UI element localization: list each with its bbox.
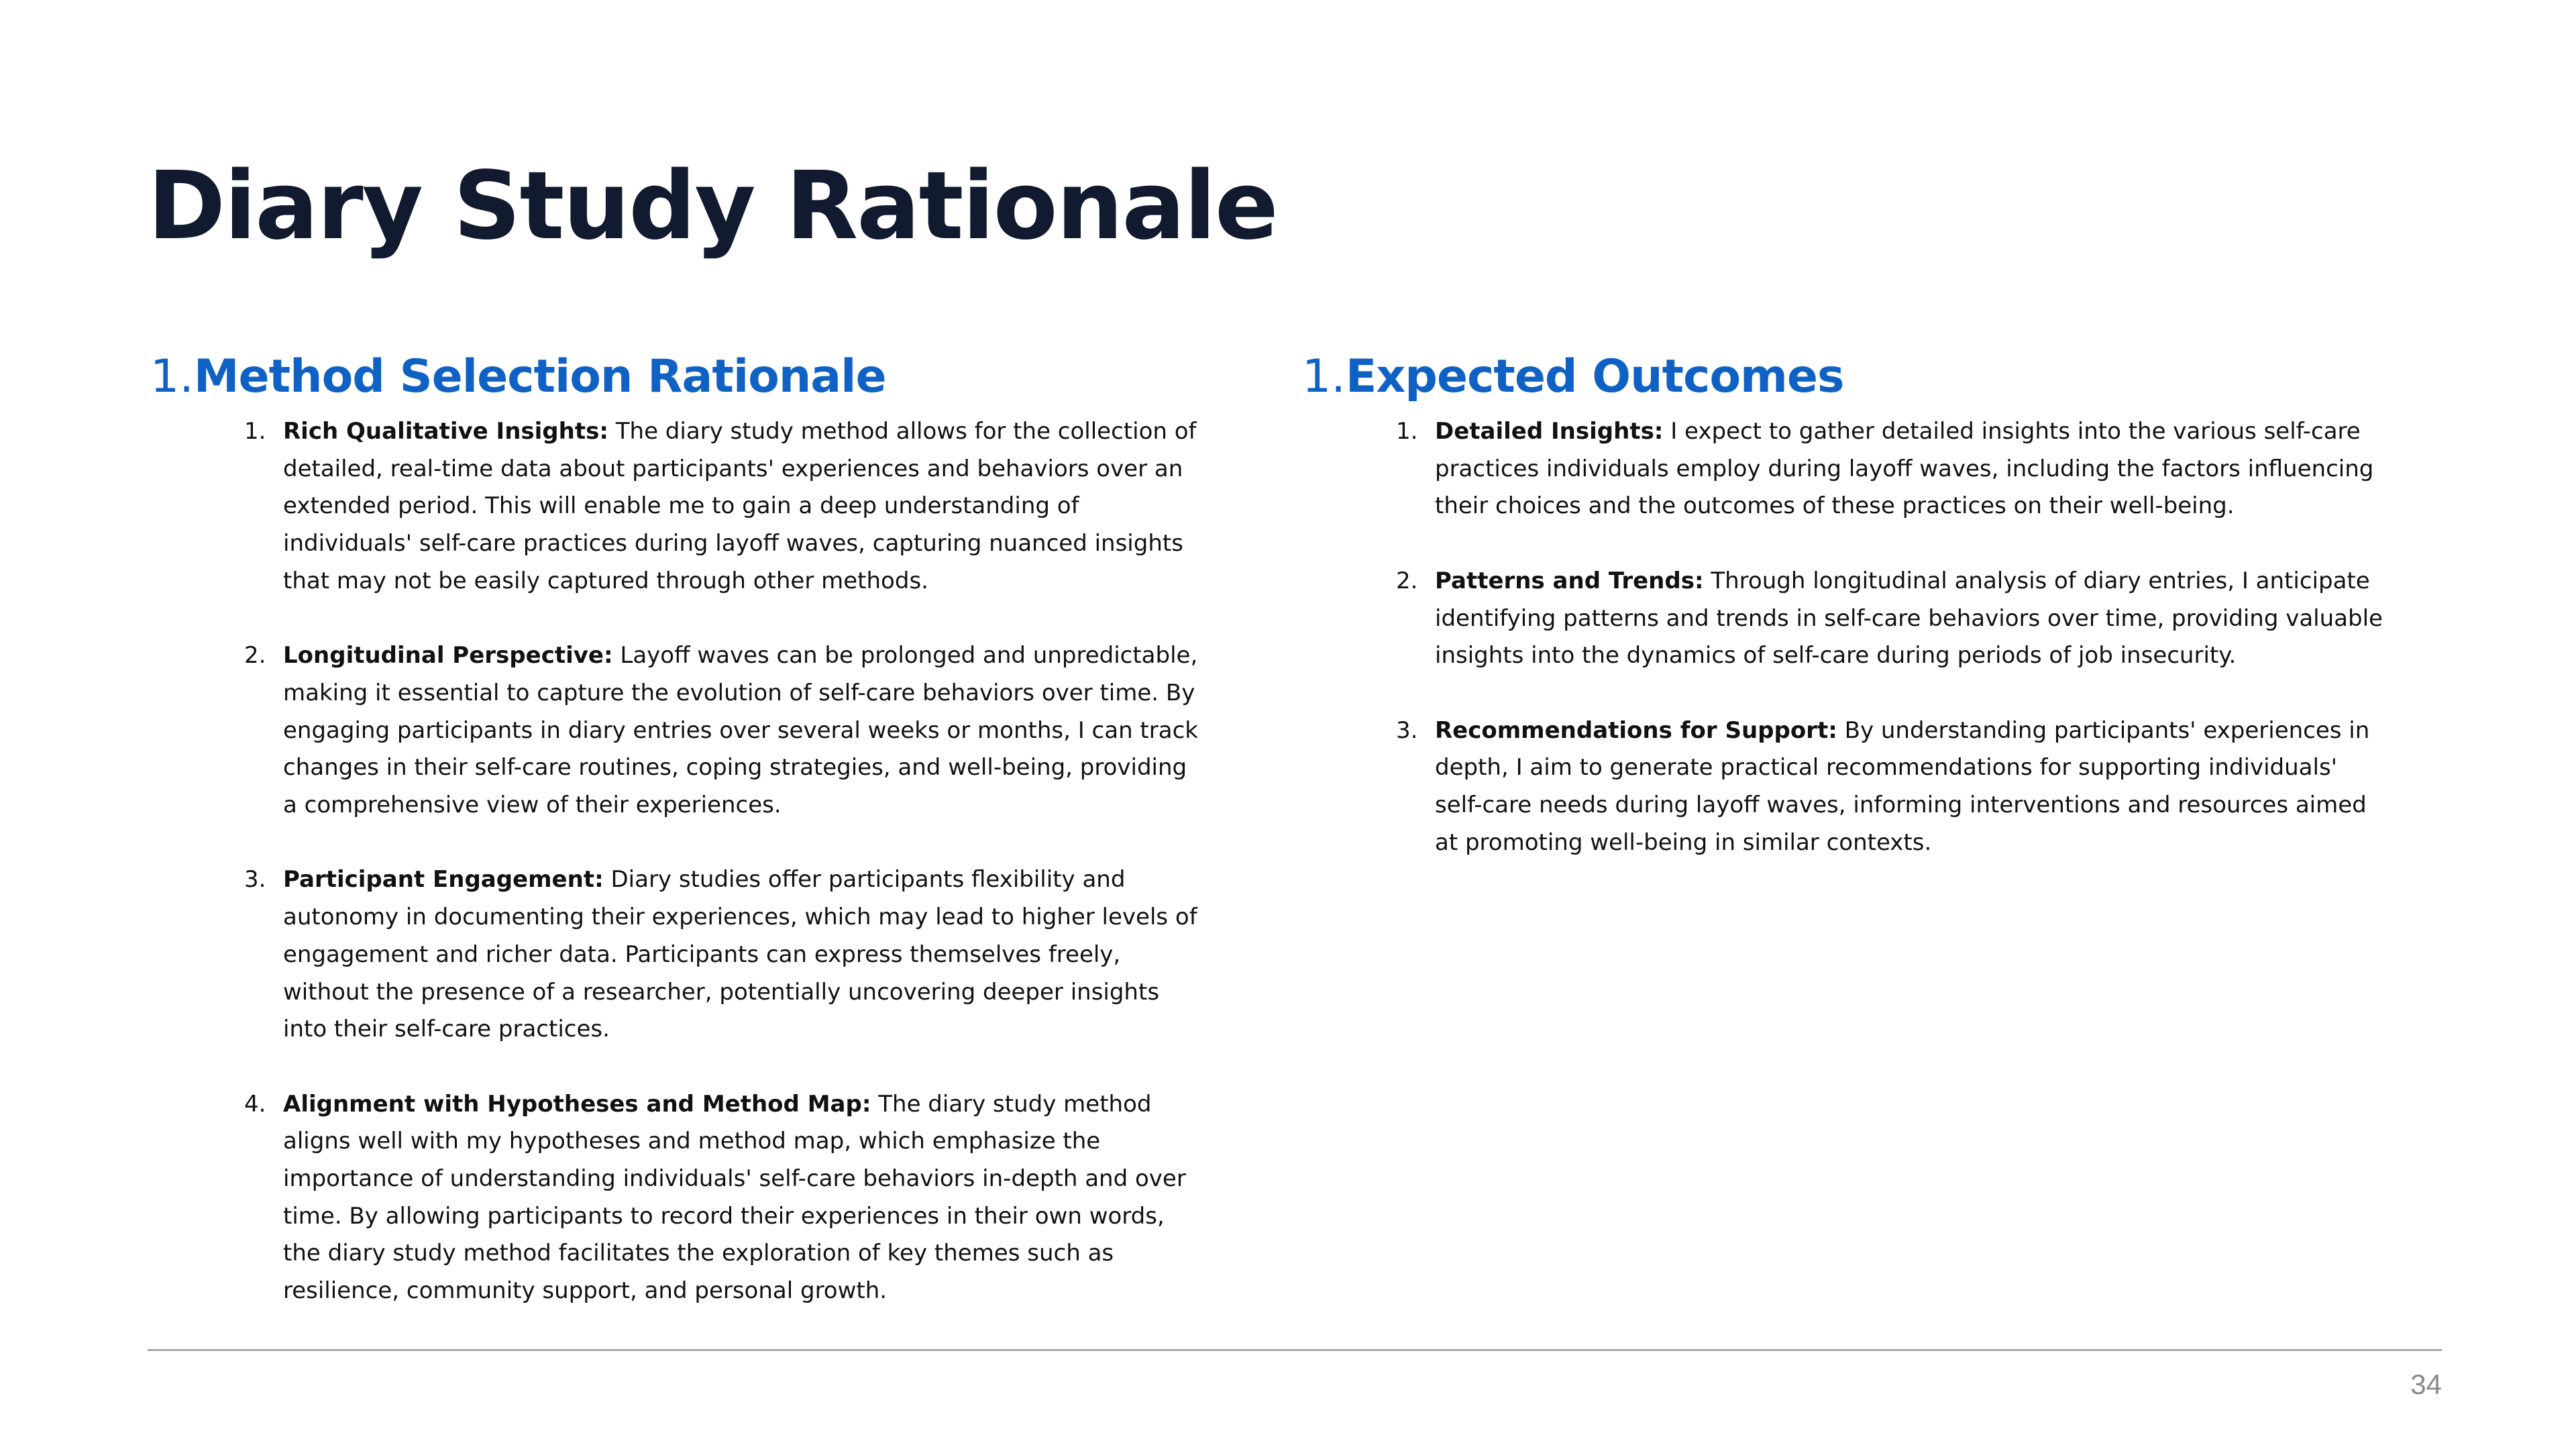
item-label: Longitudinal Perspective: [283, 642, 613, 669]
list-item [1396, 712, 2387, 862]
heading-number: 1. [150, 350, 194, 403]
list-item [244, 637, 1202, 824]
page-number: 34 [2410, 1368, 2442, 1400]
item-label: Recommendations for Support: [1435, 716, 1837, 744]
expected-outcomes-list [1302, 413, 2383, 861]
item-label: Detailed Insights: [1435, 418, 1664, 445]
expected-outcomes-section [1302, 343, 2383, 861]
footer-divider [148, 1349, 2442, 1351]
item-text: Layoff waves can be prolonged and unpredictable, making it essential to capture the evolution of self-care behaviors over time. By engaging participants in diary entries over several weeks or months, I can track changes in their self-care routines, coping strategies, and well-being, providing a comprehensive view of their experiences. [283, 642, 1198, 819]
list-item [1396, 563, 2387, 675]
list-item [1396, 413, 2387, 525]
item-number: 2. [1396, 567, 1418, 594]
item-label: Alignment with Hypotheses and Method Map: [283, 1090, 871, 1118]
item-number: 2. [244, 642, 266, 669]
heading-text: Method Selection Rationale [193, 350, 886, 403]
item-text: Diary studies offer participants flexibility and autonomy in documenting their experiences, which may lead to higher levels of engagement and richer data. Participants can express themselves freely, without the presence of a researcher, potentially uncovering deeper insights into their self-care practices. [283, 866, 1197, 1043]
item-label: Rich Qualitative Insights: [283, 418, 608, 445]
item-label: Patterns and Trends: [1435, 567, 1704, 594]
item-number: 1. [244, 418, 266, 445]
list-item [244, 1086, 1202, 1310]
method-selection-list [150, 413, 1197, 1310]
method-selection-section [150, 343, 1197, 1310]
list-item [244, 413, 1202, 600]
heading-text: Expected Outcomes [1345, 350, 1844, 403]
item-number: 3. [1396, 716, 1418, 744]
item-text: I expect to gather detailed insights into the various self-care practices individuals employ during layoff waves, including the factors influencing their choices and the outcomes of these practices on their well-being. [1435, 418, 2374, 520]
item-number: 3. [244, 866, 266, 894]
item-label: Participant Engagement: [283, 866, 604, 894]
method-selection-heading [150, 343, 1197, 411]
item-text: The diary study method aligns well with my hypotheses and method map, which emphasize the importance of understanding individuals' self-care behaviors in-depth and over time. By allowing participants to record their experiences in their own words, the diary study method facilitates the exploration of key themes such as resilience, community support, and personal growth. [283, 1090, 1186, 1305]
expected-outcomes-heading [1302, 343, 2375, 411]
heading-number: 1. [1302, 350, 1346, 403]
item-text: Through longitudinal analysis of diary entries, I anticipate identifying patterns and trends in self-care behaviors over time, providing valuable insights into the dynamics of self-care during periods of job insecurity. [1435, 567, 2383, 669]
item-text: By understanding participants' experiences in depth, I aim to generate practical recommendations for supporting individuals' self-care needs during layoff waves, informing interventions and resources aimed at promoting well-being in similar contexts. [1435, 716, 2370, 856]
list-item [244, 861, 1202, 1049]
item-number: 4. [244, 1090, 266, 1118]
item-number: 1. [1396, 418, 1418, 445]
item-text: The diary study method allows for the collection of detailed, real-time data about participants' experiences and behaviors over an extended period. This will enable me to gain a deep understanding of individuals' self-care practices during layoff waves, capturing nuanced insights that may not be easily captured through other methods. [283, 418, 1197, 594]
slide-title: Diary Study Rationale [148, 152, 1277, 261]
